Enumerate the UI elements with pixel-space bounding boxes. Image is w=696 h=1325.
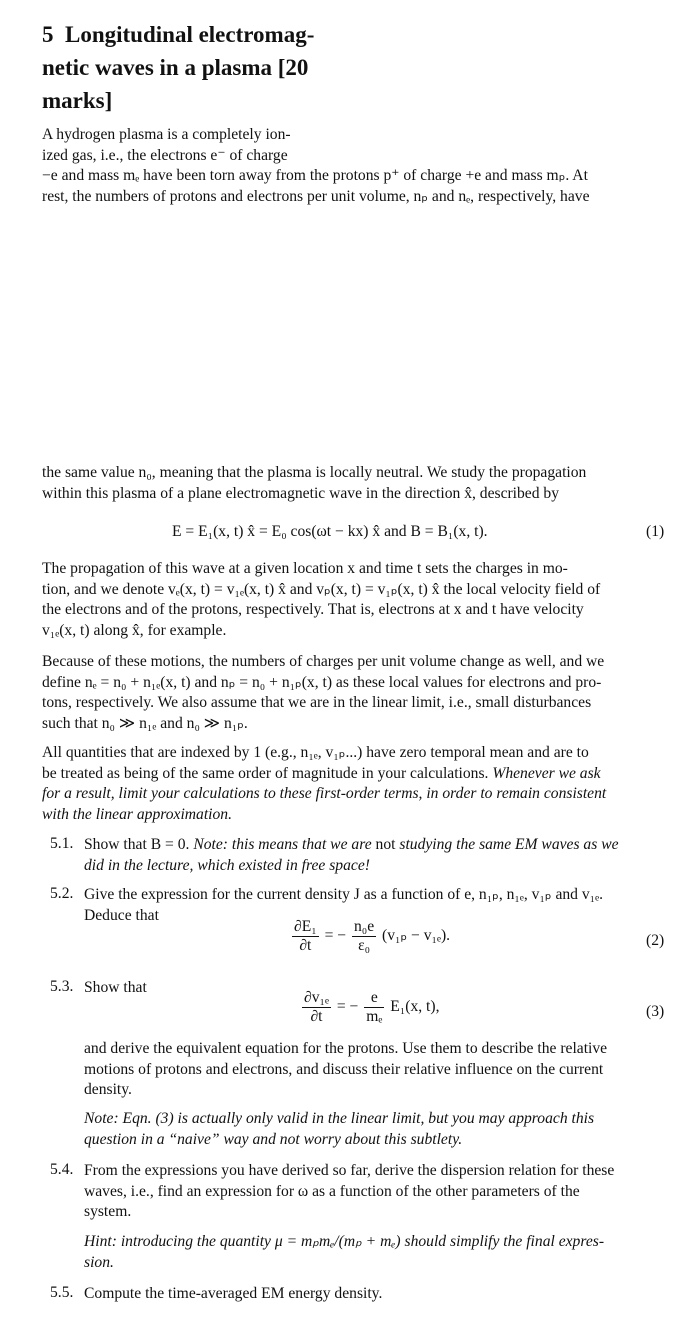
section-title-line2: netic waves in a plasma [20: [42, 55, 309, 80]
note-line: question in a “naive” way and not worry about this subtlety.: [84, 1130, 463, 1148]
question-5-5: [84, 1284, 668, 1305]
fraction-numerator: ∂E₁: [294, 918, 317, 935]
section-number: 5: [42, 22, 54, 47]
paragraph-line: Because of these motions, the numbers of charges per unit volume change as well, and we: [42, 653, 605, 670]
question-line: Deduce that: [84, 906, 159, 924]
equation-1: E = E₁(x, t) x̂ = E₀ cos(ωt − kx) x̂ and B = B₁(x, t).: [172, 523, 488, 540]
equation-3-number: (3): [646, 1003, 665, 1020]
equation-2-number: (2): [646, 932, 665, 949]
hint-line: sion.: [84, 1253, 114, 1271]
paragraph-emphasis: Whenever we ask: [492, 764, 601, 782]
section-title: [42, 18, 362, 117]
equation-term: (v₁ₚ − v₁ₑ).: [382, 927, 451, 945]
intro-paragraph-top: [42, 125, 668, 207]
question-note: studying the same EM waves as we: [399, 836, 619, 853]
intro-line: A hydrogen plasma is a completely ion-: [42, 126, 291, 143]
question-line: did in the lecture, which existed in free space!: [84, 856, 370, 874]
question-number: 5.3.: [50, 978, 74, 995]
section-title-line1: Longitudinal electromag-: [65, 22, 315, 47]
question-line: From the expressions you have derived so far, derive the dispersion relation for these: [84, 1162, 615, 1179]
equation-1-number: (1): [646, 523, 665, 540]
paragraph-line-mixed: [42, 764, 668, 785]
fraction-denominator: mₑ: [366, 1008, 383, 1025]
paragraph-velocity: [42, 559, 668, 641]
paragraph-density: [42, 652, 668, 734]
intro-line: ized gas, i.e., the electrons e⁻ of charge: [42, 146, 288, 164]
question-line: [84, 835, 668, 856]
paragraph-line: define nₑ = n₀ + n₁ₑ(x, t) and nₚ = n₀ + n₁ₚ(x, t) as these local values for electrons and pro-: [42, 673, 602, 691]
fraction: [352, 918, 376, 955]
hint-line: Hint: introducing the quantity μ = mₚmₑ/(mₚ + mₑ) should simplify the final expres-: [84, 1233, 605, 1250]
question-note-emphasis: not: [375, 836, 396, 853]
fraction-numerator: n₀e: [353, 918, 375, 935]
intro-line: −e and mass mₑ have been torn away from the protons p⁺ of charge +e and mass mₚ. At: [42, 167, 588, 184]
question-number: 5.2.: [50, 885, 74, 902]
question-line: Compute the time-averaged EM energy density.: [84, 1285, 383, 1302]
question-5-4: [84, 1161, 668, 1223]
question-line: Show that: [84, 979, 147, 996]
paragraph-line: such that n₀ ≫ n₁ₑ and n₀ ≫ n₁ₚ.: [42, 714, 248, 732]
equation-2: [290, 918, 450, 955]
question-5-3-note: [84, 1109, 668, 1150]
fraction-numerator: ∂v₁ₑ: [304, 989, 329, 1006]
question-5-3-body: [84, 1039, 668, 1101]
equation-operator: = −: [324, 927, 347, 945]
paragraph-text: be treated as being of the same order of magnitude in your calculations.: [42, 764, 489, 782]
intro-line: rest, the numbers of protons and electrons per unit volume, nₚ and nₑ, respectively, have: [42, 187, 590, 205]
section-title-line3: marks]: [42, 88, 113, 113]
equation-term: E₁(x, t),: [390, 998, 440, 1016]
question-line: and derive the equivalent equation for the protons. Use them to describe the relative: [84, 1040, 608, 1057]
paragraph-line: tion, and we denote vₑ(x, t) = v₁ₑ(x, t) x̂ and vₚ(x, t) = v₁ₚ(x, t) x̂ the local velocity field of: [42, 580, 601, 598]
paragraph-line: tons, respectively. We also assume that we are in the linear limit, i.e., small disturbances: [42, 694, 592, 711]
question-line: motions of protons and electrons, and discuss their relative influence on the current: [84, 1060, 604, 1078]
question-line: density.: [84, 1081, 132, 1098]
fraction-denominator: ∂t: [310, 1008, 323, 1025]
intro-paragraph-bottom: [42, 463, 668, 504]
paragraph-line: with the linear approximation.: [42, 805, 233, 823]
fraction: [292, 918, 319, 955]
paragraph-line: The propagation of this wave at a given location x and time t sets the charges in mo-: [42, 560, 568, 577]
question-number: 5.5.: [50, 1284, 74, 1301]
paragraph-first-order: [42, 743, 668, 825]
question-line: waves, i.e., find an expression for ω as a function of the other parameters of the: [84, 1182, 580, 1200]
question-5-1: [84, 835, 668, 876]
question-text: Show that B = 0.: [84, 836, 190, 853]
question-number: 5.4.: [50, 1161, 74, 1178]
paragraph-line: the electrons and of the protons, respectively. That is, electrons at x and t have velocity: [42, 601, 584, 618]
equation-operator: = −: [336, 998, 359, 1016]
fraction-numerator: e: [364, 989, 384, 1008]
equation-3: [300, 989, 439, 1026]
intro-line: within this plasma of a plane electromagnetic wave in the direction x̂, described by: [42, 484, 560, 502]
question-line: system.: [84, 1203, 132, 1220]
paragraph-line: for a result, limit your calculations to these first-order terms, in order to remain consistent: [42, 785, 607, 802]
paragraph-line: All quantities that are indexed by 1 (e.g., n₁ₑ, v₁ₚ...) have zero temporal mean and are to: [42, 744, 589, 761]
question-line: Give the expression for the current density J as a function of e, n₁ₚ, n₁ₑ, v₁ₚ and v₁ₑ.: [84, 886, 604, 903]
fraction: [302, 989, 331, 1026]
fraction-denominator: ∂t: [299, 937, 312, 954]
intro-line: the same value n₀, meaning that the plasma is locally neutral. We study the propagation: [42, 464, 587, 481]
paragraph-line: v₁ₑ(x, t) along x̂, for example.: [42, 621, 227, 639]
note-line: Note: Eqn. (3) is actually only valid in the linear limit, but you may approach this: [84, 1110, 595, 1127]
question-5-4-hint: [84, 1232, 668, 1273]
question-number: 5.1.: [50, 835, 74, 852]
fraction-denominator: ε₀: [358, 937, 371, 954]
fraction: [364, 989, 384, 1026]
question-note: Note: this means that we are: [193, 836, 372, 853]
